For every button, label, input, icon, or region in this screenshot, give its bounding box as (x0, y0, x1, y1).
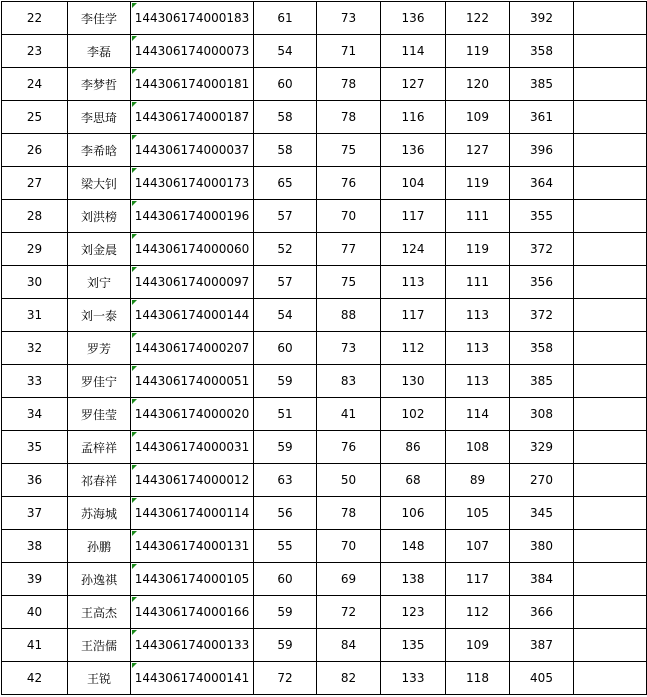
total-score-cell: 270 (510, 464, 574, 497)
exam-id-cell: 144306174000105 (131, 563, 254, 596)
row-number-cell: 22 (2, 2, 68, 35)
score-1-cell: 65 (254, 167, 317, 200)
total-score-cell: 361 (510, 101, 574, 134)
name-cell: 刘宁 (68, 266, 131, 299)
table-row (2, 497, 647, 530)
score-4-cell: 89 (446, 464, 510, 497)
score-4-cell: 119 (446, 167, 510, 200)
total-score-cell: 380 (510, 530, 574, 563)
score-3-cell: 138 (381, 563, 446, 596)
table-row (2, 233, 647, 266)
name-cell: 孟梓祥 (68, 431, 131, 464)
note-cell (574, 596, 647, 629)
score-3-cell: 117 (381, 200, 446, 233)
table-row (2, 167, 647, 200)
name-cell: 梁大钊 (68, 167, 131, 200)
note-cell (574, 530, 647, 563)
score-2-cell: 78 (317, 101, 381, 134)
table-row (2, 662, 647, 695)
total-score-cell: 392 (510, 2, 574, 35)
score-3-cell: 133 (381, 662, 446, 695)
score-4-cell: 105 (446, 497, 510, 530)
row-number-cell: 40 (2, 596, 68, 629)
name-cell: 罗芳 (68, 332, 131, 365)
total-score-cell: 366 (510, 596, 574, 629)
score-1-cell: 54 (254, 35, 317, 68)
score-1-cell: 52 (254, 233, 317, 266)
score-3-cell: 130 (381, 365, 446, 398)
score-4-cell: 120 (446, 68, 510, 101)
score-3-cell: 113 (381, 266, 446, 299)
score-4-cell: 122 (446, 2, 510, 35)
row-number-cell: 36 (2, 464, 68, 497)
row-number-cell: 42 (2, 662, 68, 695)
exam-id-cell: 144306174000131 (131, 530, 254, 563)
score-4-cell: 111 (446, 200, 510, 233)
score-1-cell: 72 (254, 662, 317, 695)
table-row (2, 596, 647, 629)
name-cell: 祁春祥 (68, 464, 131, 497)
score-2-cell: 72 (317, 596, 381, 629)
exam-id-cell: 144306174000207 (131, 332, 254, 365)
total-score-cell: 405 (510, 662, 574, 695)
score-1-cell: 60 (254, 332, 317, 365)
note-cell (574, 563, 647, 596)
score-table (1, 1, 647, 695)
score-1-cell: 59 (254, 629, 317, 662)
total-score-cell: 329 (510, 431, 574, 464)
score-3-cell: 114 (381, 35, 446, 68)
score-3-cell: 148 (381, 530, 446, 563)
row-number-cell: 28 (2, 200, 68, 233)
table-row (2, 101, 647, 134)
table-row (2, 365, 647, 398)
exam-id-cell: 144306174000037 (131, 134, 254, 167)
score-4-cell: 113 (446, 332, 510, 365)
score-3-cell: 106 (381, 497, 446, 530)
score-4-cell: 113 (446, 299, 510, 332)
note-cell (574, 629, 647, 662)
score-1-cell: 55 (254, 530, 317, 563)
row-number-cell: 38 (2, 530, 68, 563)
score-3-cell: 123 (381, 596, 446, 629)
row-number-cell: 26 (2, 134, 68, 167)
score-4-cell: 119 (446, 233, 510, 266)
exam-id-cell: 144306174000051 (131, 365, 254, 398)
table-row (2, 134, 647, 167)
note-cell (574, 68, 647, 101)
score-3-cell: 136 (381, 134, 446, 167)
score-2-cell: 73 (317, 2, 381, 35)
score-2-cell: 78 (317, 68, 381, 101)
score-4-cell: 114 (446, 398, 510, 431)
exam-id-cell: 144306174000020 (131, 398, 254, 431)
note-cell (574, 497, 647, 530)
total-score-cell: 384 (510, 563, 574, 596)
table-row (2, 563, 647, 596)
table-row (2, 629, 647, 662)
name-cell: 罗佳莹 (68, 398, 131, 431)
row-number-cell: 25 (2, 101, 68, 134)
score-4-cell: 113 (446, 365, 510, 398)
table-row (2, 431, 647, 464)
exam-id-cell: 144306174000114 (131, 497, 254, 530)
score-1-cell: 60 (254, 68, 317, 101)
note-cell (574, 233, 647, 266)
row-number-cell: 33 (2, 365, 68, 398)
name-cell: 刘金晨 (68, 233, 131, 266)
exam-id-cell: 144306174000097 (131, 266, 254, 299)
name-cell: 王锐 (68, 662, 131, 695)
score-1-cell: 58 (254, 134, 317, 167)
score-2-cell: 82 (317, 662, 381, 695)
total-score-cell: 385 (510, 365, 574, 398)
table-row (2, 266, 647, 299)
exam-id-cell: 144306174000166 (131, 596, 254, 629)
total-score-cell: 308 (510, 398, 574, 431)
total-score-cell: 356 (510, 266, 574, 299)
exam-id-cell: 144306174000183 (131, 2, 254, 35)
table-row (2, 200, 647, 233)
exam-id-cell: 144306174000031 (131, 431, 254, 464)
total-score-cell: 355 (510, 200, 574, 233)
name-cell: 罗佳宁 (68, 365, 131, 398)
score-3-cell: 68 (381, 464, 446, 497)
note-cell (574, 464, 647, 497)
note-cell (574, 299, 647, 332)
score-4-cell: 109 (446, 629, 510, 662)
score-3-cell: 124 (381, 233, 446, 266)
score-4-cell: 119 (446, 35, 510, 68)
score-3-cell: 104 (381, 167, 446, 200)
score-4-cell: 127 (446, 134, 510, 167)
score-2-cell: 69 (317, 563, 381, 596)
table-row (2, 68, 647, 101)
score-4-cell: 111 (446, 266, 510, 299)
row-number-cell: 41 (2, 629, 68, 662)
name-cell: 王高杰 (68, 596, 131, 629)
score-1-cell: 54 (254, 299, 317, 332)
score-2-cell: 75 (317, 134, 381, 167)
name-cell: 李希晗 (68, 134, 131, 167)
score-3-cell: 102 (381, 398, 446, 431)
note-cell (574, 365, 647, 398)
score-4-cell: 118 (446, 662, 510, 695)
score-4-cell: 109 (446, 101, 510, 134)
exam-id-cell: 144306174000173 (131, 167, 254, 200)
score-3-cell: 112 (381, 332, 446, 365)
name-cell: 王浩儒 (68, 629, 131, 662)
score-1-cell: 59 (254, 596, 317, 629)
note-cell (574, 2, 647, 35)
name-cell: 孙逸祺 (68, 563, 131, 596)
score-1-cell: 61 (254, 2, 317, 35)
score-2-cell: 83 (317, 365, 381, 398)
score-3-cell: 86 (381, 431, 446, 464)
exam-id-cell: 144306174000133 (131, 629, 254, 662)
total-score-cell: 358 (510, 35, 574, 68)
name-cell: 刘一泰 (68, 299, 131, 332)
name-cell: 苏海城 (68, 497, 131, 530)
exam-id-cell: 144306174000181 (131, 68, 254, 101)
score-3-cell: 117 (381, 299, 446, 332)
row-number-cell: 23 (2, 35, 68, 68)
name-cell: 孙鹏 (68, 530, 131, 563)
exam-id-cell: 144306174000196 (131, 200, 254, 233)
note-cell (574, 167, 647, 200)
score-1-cell: 56 (254, 497, 317, 530)
score-3-cell: 127 (381, 68, 446, 101)
note-cell (574, 398, 647, 431)
total-score-cell: 372 (510, 299, 574, 332)
note-cell (574, 332, 647, 365)
row-number-cell: 29 (2, 233, 68, 266)
row-number-cell: 31 (2, 299, 68, 332)
score-3-cell: 136 (381, 2, 446, 35)
name-cell: 李磊 (68, 35, 131, 68)
table-row (2, 299, 647, 332)
note-cell (574, 200, 647, 233)
exam-id-cell: 144306174000187 (131, 101, 254, 134)
score-2-cell: 76 (317, 167, 381, 200)
score-4-cell: 107 (446, 530, 510, 563)
score-3-cell: 135 (381, 629, 446, 662)
score-1-cell: 59 (254, 365, 317, 398)
total-score-cell: 396 (510, 134, 574, 167)
table-row (2, 332, 647, 365)
table-row (2, 35, 647, 68)
total-score-cell: 345 (510, 497, 574, 530)
exam-id-cell: 144306174000073 (131, 35, 254, 68)
row-number-cell: 35 (2, 431, 68, 464)
row-number-cell: 37 (2, 497, 68, 530)
score-2-cell: 41 (317, 398, 381, 431)
score-1-cell: 57 (254, 200, 317, 233)
score-1-cell: 51 (254, 398, 317, 431)
score-2-cell: 88 (317, 299, 381, 332)
row-number-cell: 24 (2, 68, 68, 101)
name-cell: 李思琦 (68, 101, 131, 134)
total-score-cell: 372 (510, 233, 574, 266)
score-2-cell: 75 (317, 266, 381, 299)
note-cell (574, 134, 647, 167)
note-cell (574, 266, 647, 299)
row-number-cell: 32 (2, 332, 68, 365)
row-number-cell: 39 (2, 563, 68, 596)
score-1-cell: 57 (254, 266, 317, 299)
name-cell: 李梦哲 (68, 68, 131, 101)
score-1-cell: 59 (254, 431, 317, 464)
score-2-cell: 84 (317, 629, 381, 662)
total-score-cell: 358 (510, 332, 574, 365)
score-2-cell: 73 (317, 332, 381, 365)
note-cell (574, 431, 647, 464)
table-row (2, 398, 647, 431)
score-2-cell: 78 (317, 497, 381, 530)
score-4-cell: 108 (446, 431, 510, 464)
exam-id-cell: 144306174000060 (131, 233, 254, 266)
score-2-cell: 77 (317, 233, 381, 266)
score-1-cell: 63 (254, 464, 317, 497)
exam-id-cell: 144306174000144 (131, 299, 254, 332)
score-1-cell: 58 (254, 101, 317, 134)
score-2-cell: 76 (317, 431, 381, 464)
score-2-cell: 50 (317, 464, 381, 497)
score-4-cell: 117 (446, 563, 510, 596)
row-number-cell: 27 (2, 167, 68, 200)
table-row (2, 464, 647, 497)
score-2-cell: 70 (317, 530, 381, 563)
note-cell (574, 101, 647, 134)
table-row (2, 530, 647, 563)
score-2-cell: 71 (317, 35, 381, 68)
total-score-cell: 364 (510, 167, 574, 200)
total-score-cell: 387 (510, 629, 574, 662)
score-3-cell: 116 (381, 101, 446, 134)
name-cell: 李佳学 (68, 2, 131, 35)
row-number-cell: 30 (2, 266, 68, 299)
note-cell (574, 35, 647, 68)
exam-id-cell: 144306174000012 (131, 464, 254, 497)
note-cell (574, 662, 647, 695)
score-1-cell: 60 (254, 563, 317, 596)
score-4-cell: 112 (446, 596, 510, 629)
total-score-cell: 385 (510, 68, 574, 101)
name-cell: 刘洪榜 (68, 200, 131, 233)
exam-id-cell: 144306174000141 (131, 662, 254, 695)
score-2-cell: 70 (317, 200, 381, 233)
table-row (2, 2, 647, 35)
row-number-cell: 34 (2, 398, 68, 431)
